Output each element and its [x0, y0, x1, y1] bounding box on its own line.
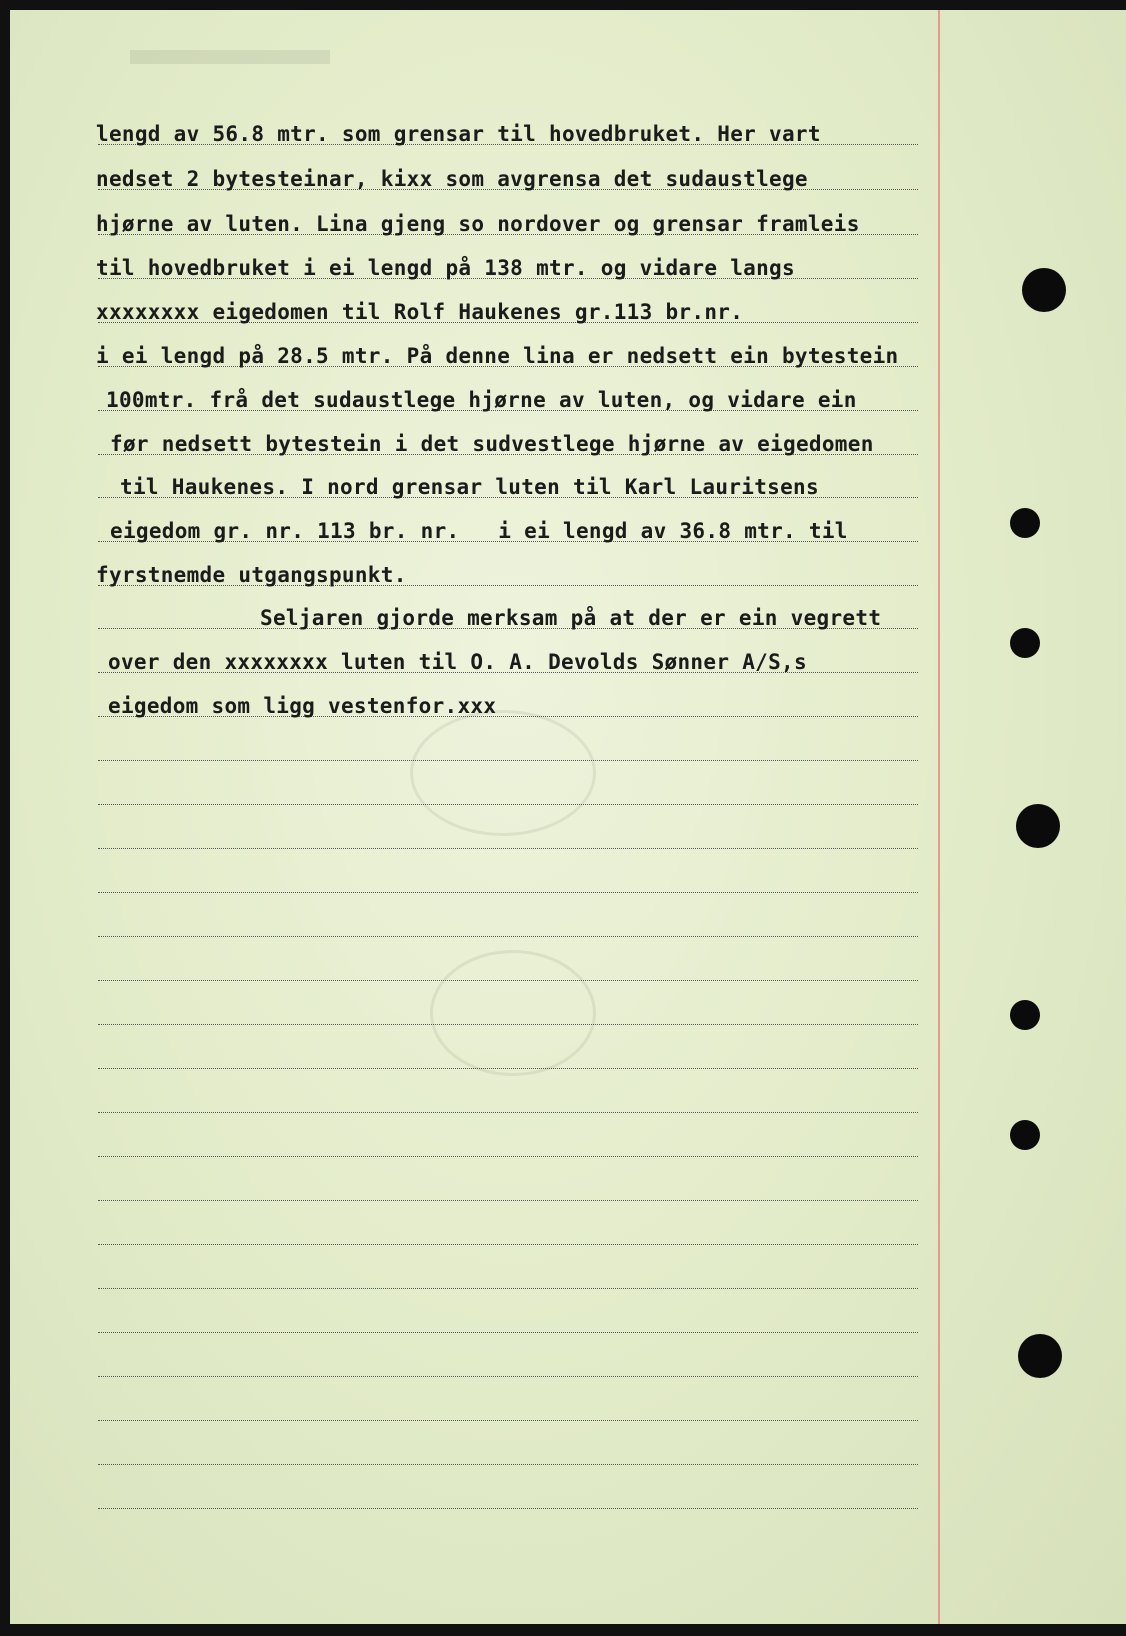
bleed-through-stamp	[430, 950, 596, 1076]
punch-hole	[1018, 1334, 1062, 1378]
text-line: eigedom som ligg vestenfor.xxx	[108, 694, 497, 718]
text-line: Seljaren gjorde merksam på at der er ein vegrett	[260, 606, 882, 630]
ruled-line	[98, 760, 918, 761]
margin-rule	[938, 10, 940, 1624]
text-line: fyrstnemde utgangspunkt.	[96, 563, 407, 587]
punch-hole	[1010, 1120, 1040, 1150]
text-line: xxxxxxxx eigedomen til Rolf Haukenes gr.113 br.nr.	[96, 300, 744, 324]
text-line: 100mtr. frå det sudaustlege hjørne av luten, og vidare ein	[106, 388, 857, 412]
ruled-line	[98, 1068, 918, 1069]
text-line: hjørne av luten. Lina gjeng so nordover og grensar framleis	[96, 212, 860, 236]
ruled-line	[98, 1420, 918, 1421]
punch-hole	[1022, 268, 1066, 312]
ruled-line	[98, 936, 918, 937]
bleed-through-stamp	[410, 710, 596, 836]
bleed-through-mark	[130, 50, 330, 64]
ruled-line	[98, 1288, 918, 1289]
text-line: i ei lengd på 28.5 mtr. På denne lina er nedsett ein bytestein	[96, 344, 899, 368]
ruled-line	[98, 1464, 918, 1465]
punch-hole	[1010, 628, 1040, 658]
text-line: lengd av 56.8 mtr. som grensar til hovedbruket. Her vart	[96, 122, 821, 146]
ruled-line	[98, 892, 918, 893]
text-line: nedset 2 bytesteinar, kixx som avgrensa det sudaustlege	[96, 167, 808, 191]
punch-hole	[1010, 1000, 1040, 1030]
punch-hole	[1016, 804, 1060, 848]
ruled-line	[98, 1244, 918, 1245]
ruled-line	[98, 1332, 918, 1333]
ruled-line	[98, 804, 918, 805]
text-line: før nedsett bytestein i det sudvestlege hjørne av eigedomen	[110, 432, 874, 456]
ruled-line	[98, 1200, 918, 1201]
text-line: eigedom gr. nr. 113 br. nr. i ei lengd av 36.8 mtr. til	[110, 519, 848, 543]
ruled-line	[98, 980, 918, 981]
ruled-line	[98, 1156, 918, 1157]
ruled-line	[98, 1024, 918, 1025]
text-line: til hovedbruket i ei lengd på 138 mtr. og vidare langs	[96, 256, 795, 280]
ruled-line	[98, 1112, 918, 1113]
ruled-line	[98, 1508, 918, 1509]
text-line: over den xxxxxxxx luten til O. A. Devolds Sønner A/S,s	[108, 650, 807, 674]
ruled-line	[98, 848, 918, 849]
text-line: til Haukenes. I nord grensar luten til Karl Lauritsens	[120, 475, 819, 499]
ruled-line	[98, 1376, 918, 1377]
document-page	[10, 10, 1126, 1624]
punch-hole	[1010, 508, 1040, 538]
